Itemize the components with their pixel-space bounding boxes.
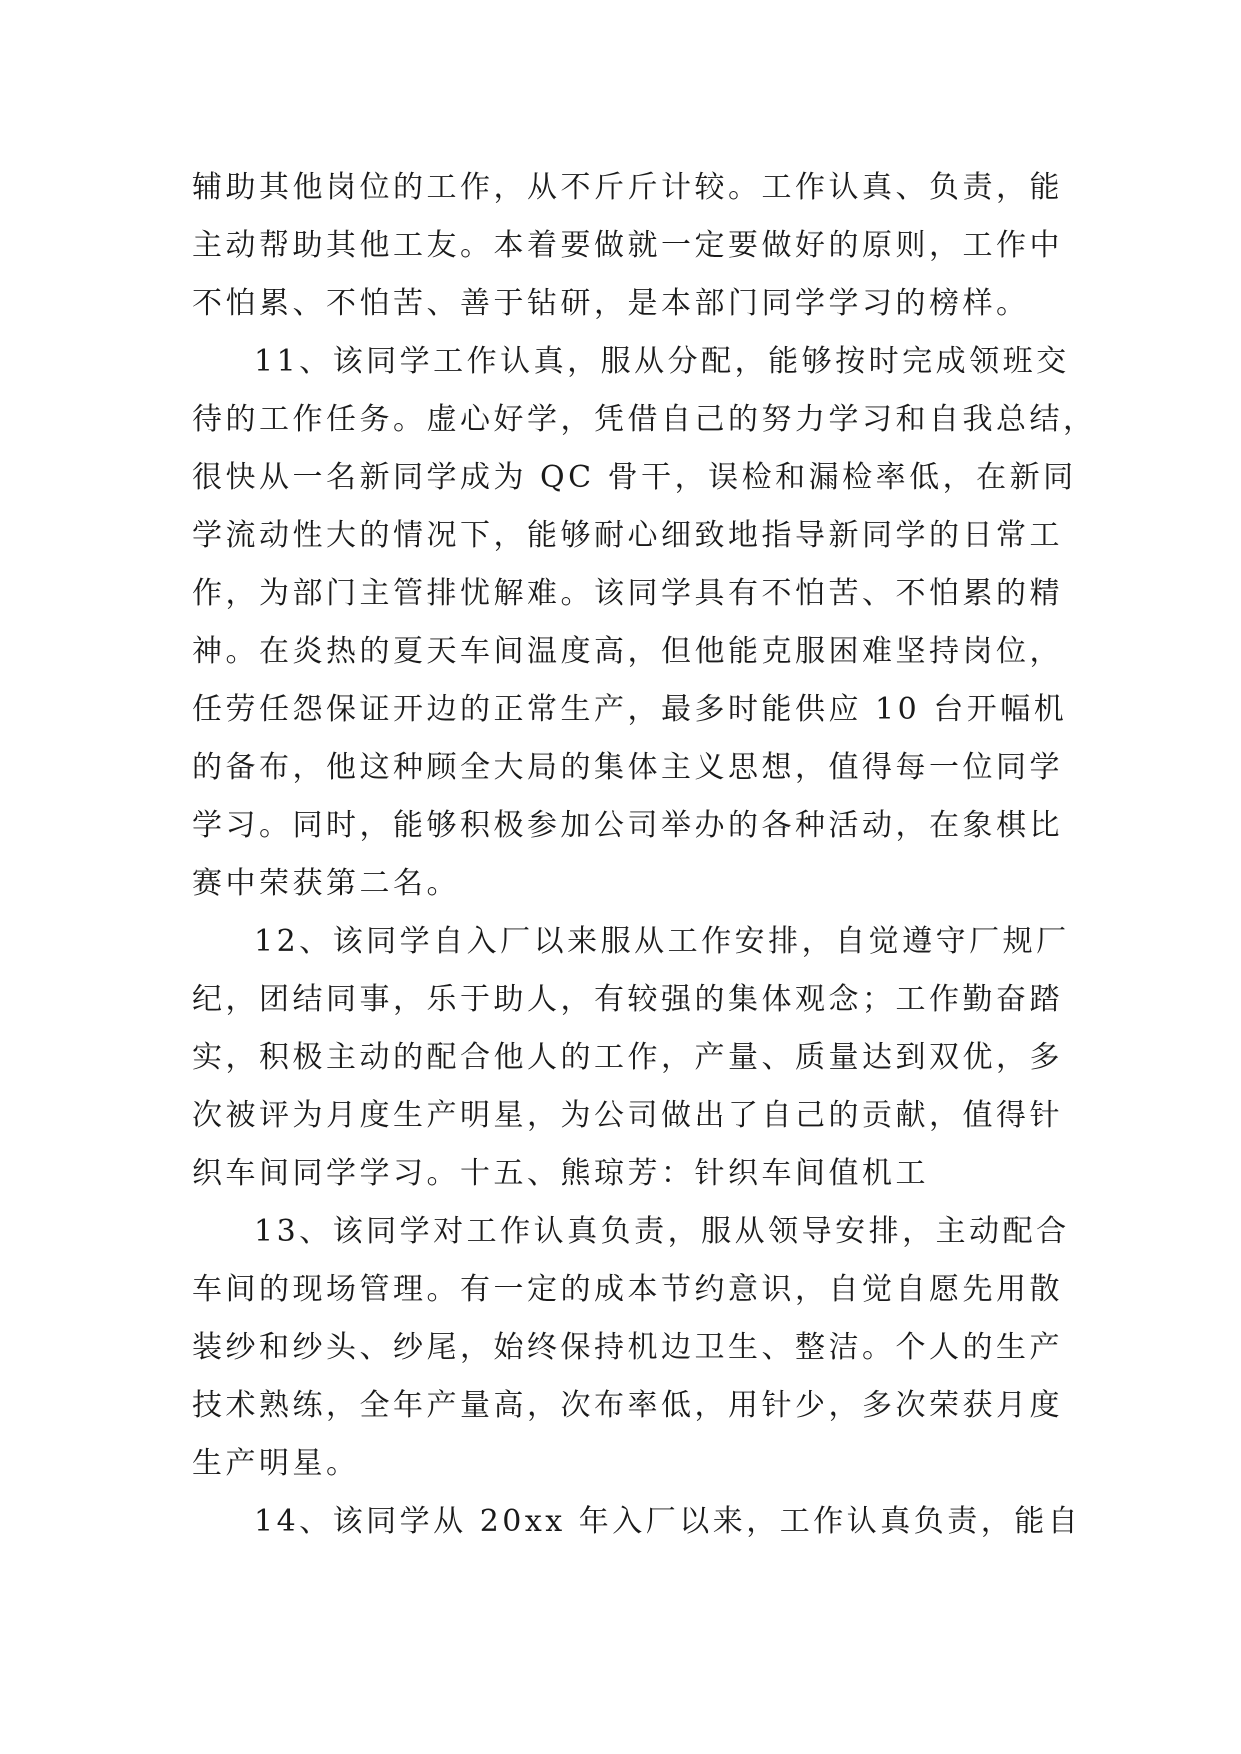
text-line: 车间的现场管理。有一定的成本节约意识，自觉自愿先用散 — [192, 1272, 1063, 1307]
text-line: 的备布，他这种顾全大局的集体主义思想，值得每一位同学 — [192, 750, 1063, 785]
text-line: 任劳任怨保证开边的正常生产，最多时能供应 10 台开幅机 — [192, 692, 1068, 727]
text-line: 很快从一名新同学成为 QC 骨干，误检和漏检率低，在新同 — [192, 460, 1077, 495]
text-line: 待的工作任务。虚心好学，凭借自己的努力学习和自我总结， — [192, 402, 1097, 437]
paragraph-13-first-line: 13、该同学对工作认真负责，服从领导安排，主动配合 — [254, 1214, 1070, 1249]
paragraph-12-first-line: 12、该同学自入厂以来服从工作安排，自觉遵守厂规厂 — [254, 924, 1070, 959]
text-line: 装纱和纱头、纱尾，始终保持机边卫生、整洁。个人的生产 — [192, 1330, 1063, 1365]
text-line: 学流动性大的情况下，能够耐心细致地指导新同学的日常工 — [192, 518, 1063, 553]
text-line: 技术熟练，全年产量高，次布率低，用针少，多次荣获月度 — [192, 1388, 1063, 1423]
paragraph-11-first-line: 11、该同学工作认真，服从分配，能够按时完成领班交 — [254, 344, 1070, 379]
text-line: 学习。同时，能够积极参加公司举办的各种活动，在象棋比 — [192, 808, 1063, 843]
text-line: 纪，团结同事，乐于助人，有较强的集体观念；工作勤奋踏 — [192, 982, 1063, 1017]
text-line: 作，为部门主管排忧解难。该同学具有不怕苦、不怕累的精 — [192, 576, 1063, 611]
text-line: 实，积极主动的配合他人的工作，产量、质量达到双优，多 — [192, 1040, 1063, 1075]
text-line: 次被评为月度生产明星，为公司做出了自己的贡献，值得针 — [192, 1098, 1063, 1133]
paragraph-14-first-line: 14、该同学从 20xx 年入厂以来，工作认真负责，能自 — [254, 1504, 1082, 1539]
text-line: 生产明星。 — [192, 1446, 360, 1481]
text-line: 不怕累、不怕苦、善于钻研，是本部门同学学习的榜样。 — [192, 286, 1030, 321]
text-line: 神。在炎热的夏天车间温度高，但他能克服困难坚持岗位， — [192, 634, 1063, 669]
text-line: 赛中荣获第二名。 — [192, 866, 460, 901]
text-line: 主动帮助其他工友。本着要做就一定要做好的原则，工作中 — [192, 228, 1063, 263]
text-line: 辅助其他岗位的工作，从不斤斤计较。工作认真、负责，能 — [192, 170, 1063, 205]
text-line: 织车间同学学习。十五、熊琼芳：针织车间值机工 — [192, 1156, 929, 1191]
